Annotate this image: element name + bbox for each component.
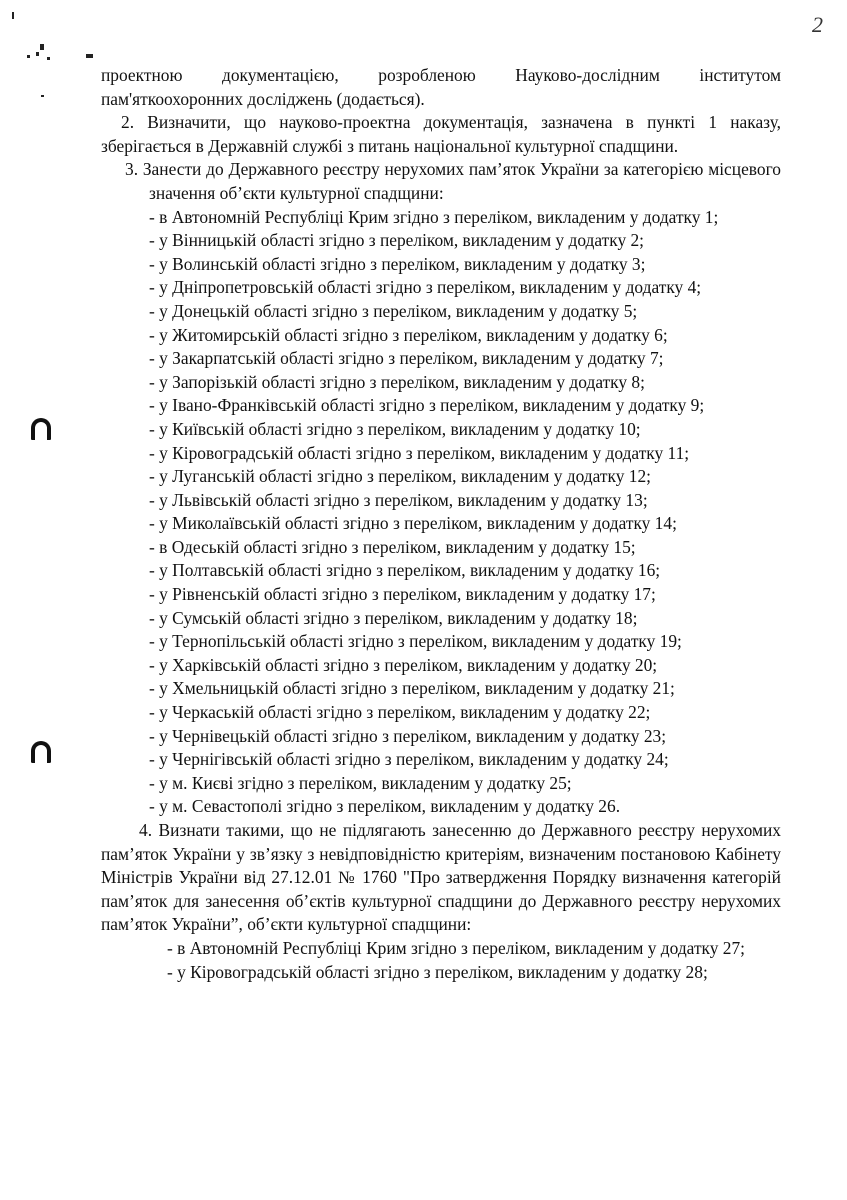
list-item: - в Одеській області згідно з переліком, викладеним у додатку 15;: [149, 536, 636, 557]
list-item: - у Івано-Франківській області згідно з переліком, викладеним у додатку 9;: [149, 395, 705, 416]
punch-hole-icon: [31, 418, 51, 440]
scan-speck: [40, 44, 44, 50]
scan-speck: [86, 54, 93, 58]
list-item: - в Автономній Республіці Крим згідно з переліком, викладеним у додатку 1;: [149, 206, 719, 227]
list-item: - у Запорізькій області згідно з переліком, викладеним у додатку 8;: [149, 371, 645, 392]
list-item: - у Черкаській області згідно з переліком, викладеним у додатку 22;: [149, 702, 651, 723]
list-item: - у Волинській області згідно з переліком, викладеним у додатку 3;: [149, 253, 646, 274]
list-item: - у Чернігівській області згідно з переліком, викладеним у додатку 24;: [149, 749, 669, 770]
list-item: - в Автономній Республіці Крим згідно з переліком, викладеним у додатку 27;: [167, 937, 746, 958]
list-item: - у м. Севастополі згідно з переліком, викладеним у додатку 26.: [149, 796, 621, 817]
list-item: - у Київській області згідно з переліком, викладеним у додатку 10;: [149, 418, 641, 439]
list-item: - у Рівненській області згідно з переліком, викладеним у додатку 17;: [149, 584, 656, 605]
item-3-list: [101, 206, 781, 819]
scan-speck: [36, 52, 39, 56]
scan-speck: [27, 55, 30, 58]
list-item: - у Донецькій області згідно з переліком, викладеним у додатку 5;: [149, 300, 638, 321]
scan-speck: [41, 95, 44, 97]
item-3-paragraph: 3. Занести до Державного реєстру нерухомих пам’яток України за категорією місцевого значення об’єкти культурної спадщини:: [125, 159, 781, 203]
list-item: - у Хмельницькій області згідно з переліком, викладеним у додатку 21;: [149, 678, 675, 699]
list-item: - у Кіровоградській області згідно з переліком, викладеним у додатку 11;: [149, 442, 690, 463]
document-body: [101, 64, 781, 984]
list-item: - у Вінницькій області згідно з переліком, викладеним у додатку 2;: [149, 230, 645, 251]
intro-paragraph: проектною документацією, розробленою Науково-дослідним інститутом пам'яткоохоронних досліджень (додається).: [101, 65, 781, 109]
list-item: - у Житомирській області згідно з переліком, викладеним у додатку 6;: [149, 324, 668, 345]
list-item: - у Кіровоградській області згідно з переліком, викладеним у додатку 28;: [167, 961, 708, 982]
list-item: - у м. Києві згідно з переліком, викладеним у додатку 25;: [149, 772, 572, 793]
list-item: - у Закарпатській області згідно з переліком, викладеним у додатку 7;: [149, 348, 664, 369]
list-item: - у Миколаївській області згідно з переліком, викладеним у додатку 14;: [149, 513, 677, 534]
list-item: - у Харківській області згідно з переліком, викладеним у додатку 20;: [149, 654, 658, 675]
item-4-paragraph: 4. Визнати такими, що не підлягають занесенню до Державного реєстру нерухомих пам’яток України у зв’язку з невідповідністю критеріям, визначеним постановою Кабінету Міністрів України від 27.12.01 № 1760 "Про затвердження Порядку визначення категорій пам’яток для занесення об’єктів культурної спадщини до Державного реєстру нерухомих пам’яток України”, об’єкти культурної спадщини:: [101, 820, 781, 935]
list-item: - у Луганській області згідно з переліком, викладеним у додатку 12;: [149, 466, 651, 487]
list-item: - у Дніпропетровській області згідно з переліком, викладеним у додатку 4;: [149, 277, 702, 298]
list-item: - у Полтавській області згідно з переліком, викладеним у додатку 16;: [149, 560, 661, 581]
scan-speck: [12, 12, 14, 19]
list-item: - у Львівській області згідно з переліком, викладеним у додатку 13;: [149, 489, 648, 510]
item-4-list: [101, 937, 781, 984]
scan-speck: [47, 57, 50, 60]
list-item: - у Тернопільській області згідно з переліком, викладеним у додатку 19;: [149, 631, 682, 652]
list-item: - у Чернівецькій області згідно з переліком, викладеним у додатку 23;: [149, 725, 667, 746]
item-2-paragraph: 2. Визначити, що науково-проектна документація, зазначена в пункті 1 наказу, зберігається в Державній службі з питань національної культурної спадщини.: [101, 112, 781, 156]
page-number: 2: [812, 12, 823, 37]
punch-hole-icon: [31, 741, 51, 763]
list-item: - у Сумській області згідно з переліком, викладеним у додатку 18;: [149, 607, 638, 628]
